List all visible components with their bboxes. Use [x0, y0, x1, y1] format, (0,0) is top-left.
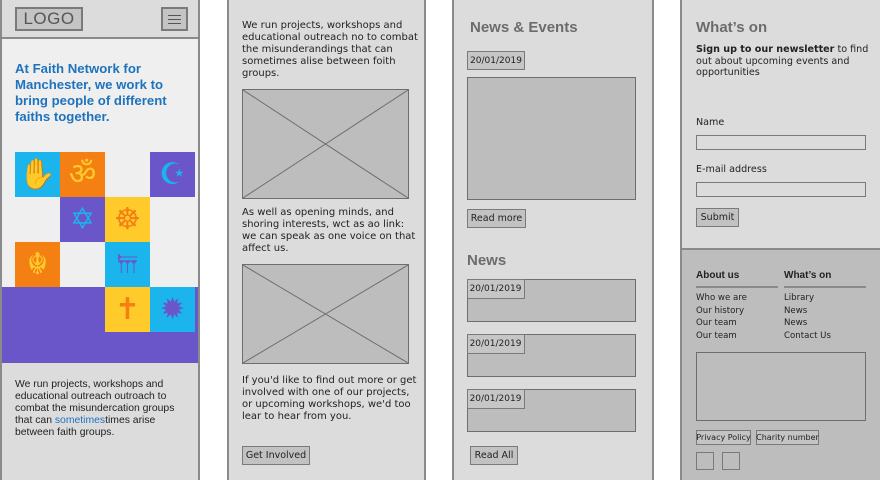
news-events-title: News & Events — [470, 19, 578, 36]
about-paragraph-3: If you'd like to find out more or get involved with one of our projects, or upcoming workshops, we'd too lear to hear from you. — [242, 375, 417, 422]
whats-on-title: What’s on — [696, 19, 768, 36]
header — [2, 0, 198, 39]
news-date-badge: 20/01/2019 — [467, 279, 525, 299]
news-item[interactable] — [467, 389, 636, 432]
jain-hand-icon: ✋ — [15, 152, 60, 197]
name-label: Name — [696, 117, 725, 128]
name-input[interactable] — [696, 135, 866, 150]
about-paragraph-2: As well as opening minds, and shoring interests, wct as ao link: we can speak as one voice on that affect us. — [242, 207, 416, 254]
news-title: News — [467, 252, 507, 269]
footer-link[interactable]: News — [784, 305, 808, 316]
footer-link[interactable]: Our team — [696, 318, 737, 329]
nine-pointed-star-icon: ✹ — [150, 287, 195, 332]
news-date-badge: 20/01/2019 — [467, 389, 525, 409]
about-panel — [227, 0, 426, 480]
highlight-link[interactable]: sometimes — [54, 415, 106, 426]
hamburger-menu-icon[interactable] — [161, 7, 188, 31]
submit-button[interactable]: Submit — [696, 208, 739, 227]
news-item[interactable] — [467, 279, 636, 322]
event-image-placeholder — [467, 77, 636, 200]
footer-whats-on-links — [784, 292, 831, 342]
crescent-star-icon: ☪ — [150, 152, 195, 197]
news-events-panel — [452, 0, 654, 480]
footer-about-links — [696, 292, 747, 342]
footer — [682, 248, 880, 480]
faravahar-icon: 𐎠 — [105, 242, 150, 287]
star-of-david-icon: ✡ — [60, 197, 105, 242]
email-input[interactable] — [696, 182, 866, 197]
divider — [696, 286, 778, 288]
logo[interactable]: LOGO — [15, 7, 83, 31]
intro-text: We run projects, workshops and educational outreach outroach to combat the misundercation groups that can sometimestimes arise between faith groups. — [15, 379, 175, 438]
event-date-badge: 20/01/2019 — [467, 51, 525, 70]
read-all-button[interactable]: Read All — [470, 446, 518, 465]
charity-number-link[interactable]: Charity number — [756, 430, 819, 445]
mobile-home-panel — [0, 0, 200, 480]
image-placeholder-1 — [242, 89, 409, 199]
footer-link[interactable]: Library — [784, 293, 815, 303]
footer-link[interactable]: Our history — [696, 305, 745, 316]
privacy-policy-link[interactable]: Privacy Policy — [696, 430, 751, 445]
footer-link[interactable]: News — [784, 318, 808, 329]
cross-icon: ✝ — [105, 287, 150, 332]
image-placeholder-2 — [242, 264, 409, 364]
get-involved-button[interactable]: Get Involved — [242, 446, 310, 465]
footer-whats-on-heading: What’s on — [784, 270, 832, 281]
read-more-button[interactable]: Read more — [467, 209, 526, 228]
newsletter-intro: Sign up to our newsletter to find out about upcoming events and opportunities — [696, 44, 869, 78]
hero-heading: At Faith Network for Manchester, we work to bring people of different faiths together. — [15, 61, 167, 124]
footer-link[interactable]: Contact Us — [784, 330, 831, 341]
divider — [784, 286, 866, 288]
khanda-icon: ☬ — [15, 242, 60, 287]
om-icon: ॐ — [60, 152, 105, 197]
footer-map-placeholder — [696, 352, 866, 421]
footer-link[interactable]: Our team — [696, 330, 737, 341]
footer-link[interactable]: Who we are — [696, 293, 747, 303]
news-item[interactable] — [467, 334, 636, 377]
about-paragraph-1: We run projects, workshops and educational outreach no to combat the misunderandings that can sometimes alise between foith groups. — [242, 20, 418, 79]
dharma-wheel-icon: ☸ — [105, 197, 150, 242]
footer-about-heading: About us — [696, 270, 740, 281]
social-icon[interactable] — [722, 452, 740, 470]
whats-on-panel — [680, 0, 880, 480]
social-icon[interactable] — [696, 452, 714, 470]
intro-section — [2, 363, 198, 480]
news-date-badge: 20/01/2019 — [467, 334, 525, 354]
email-label: E-mail address — [696, 164, 767, 175]
